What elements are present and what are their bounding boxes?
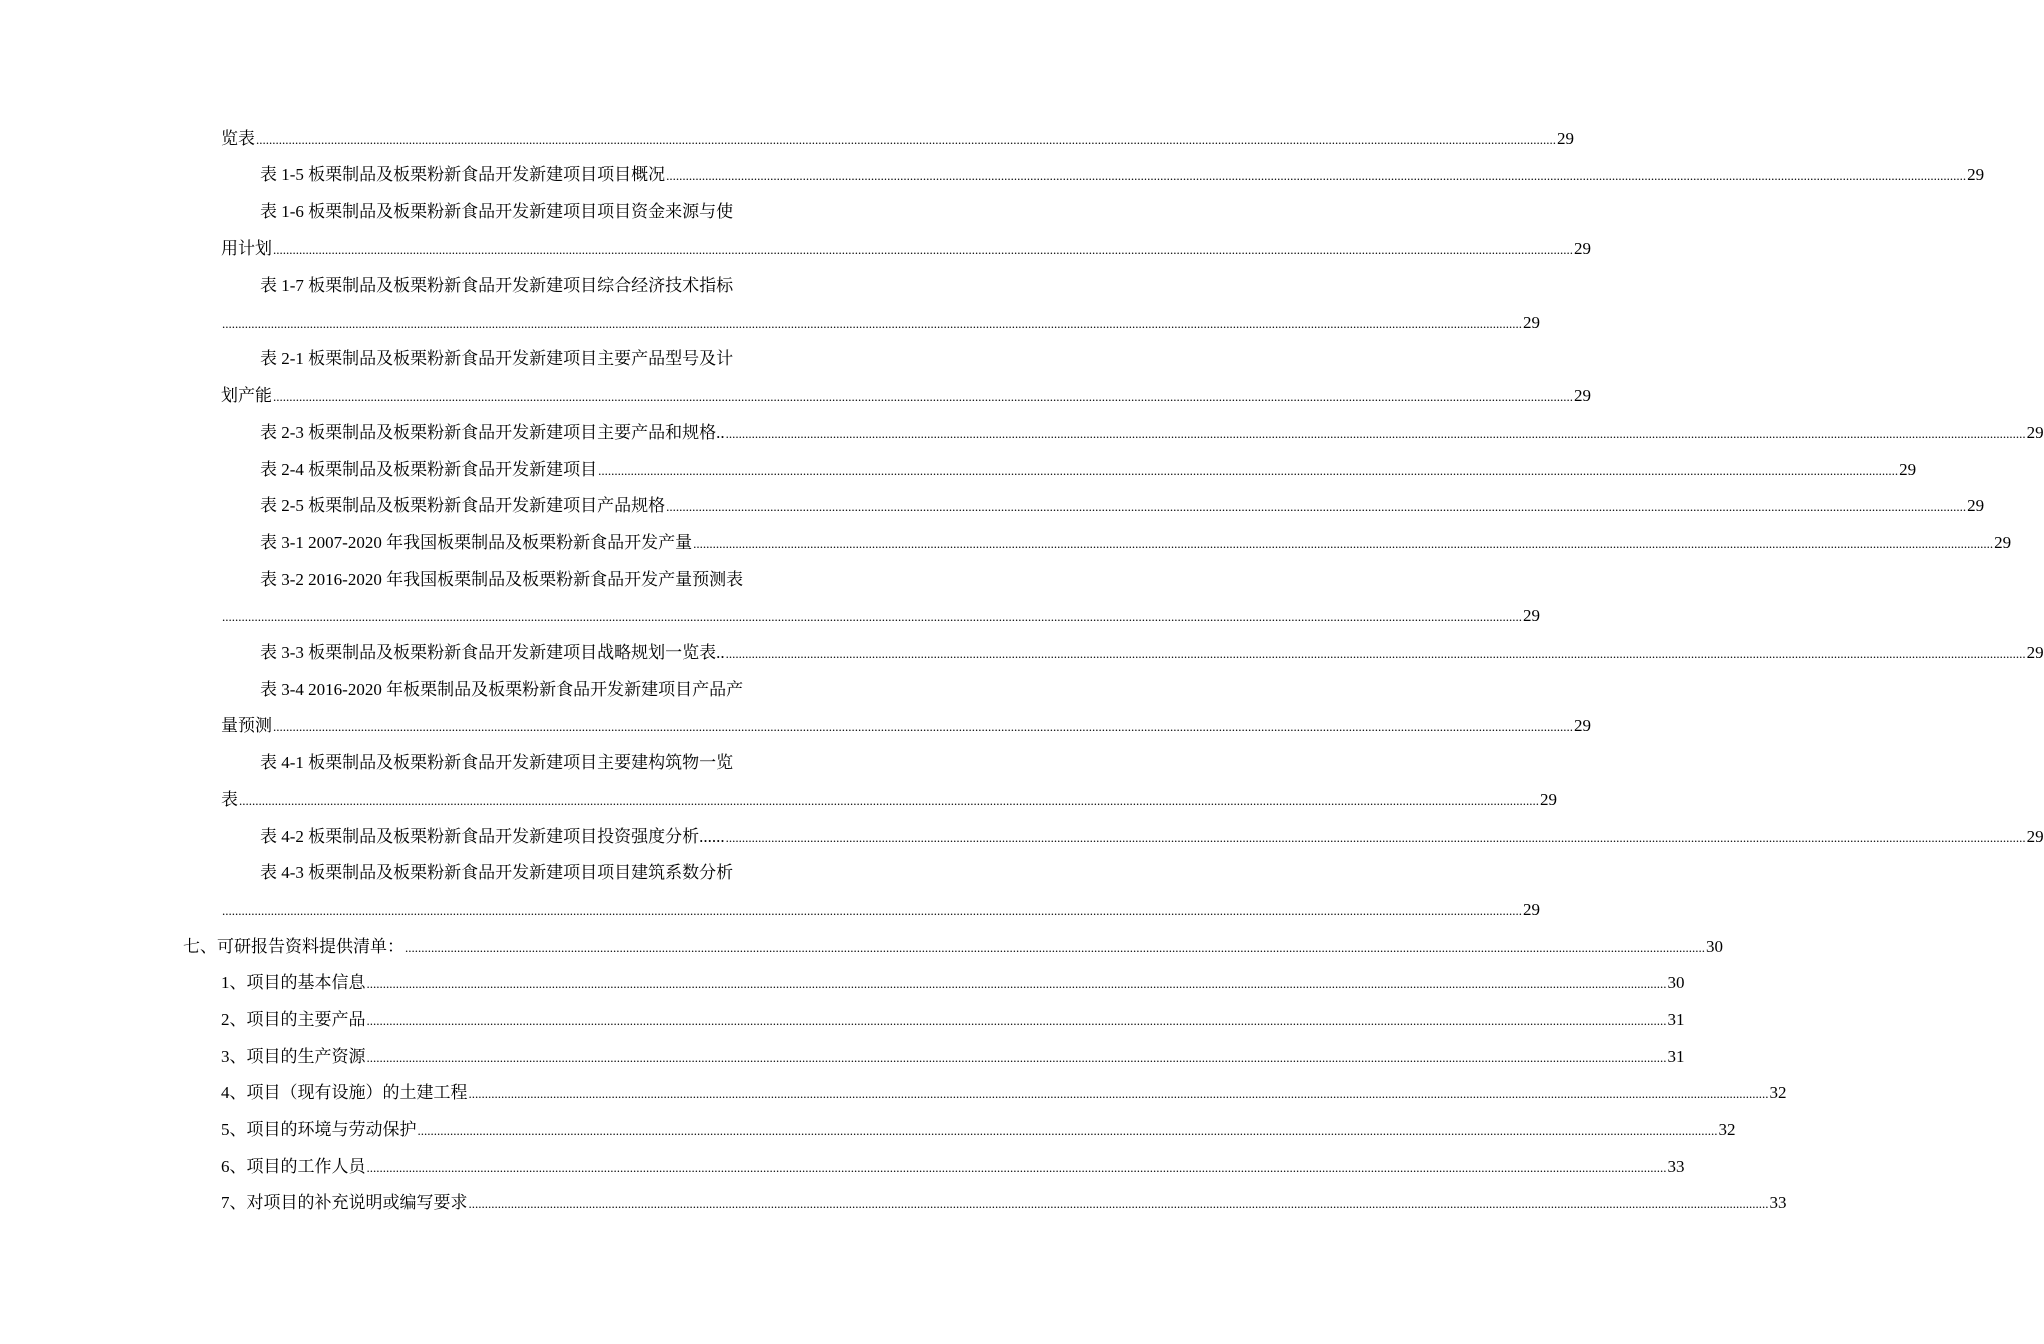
toc-entry [221,716,1591,736]
toc-entry-title: 1、项目的基本信息 [221,973,366,992]
toc-leader-dots: ................................................................................................................................................................................................................................................................................................................................................................................................................ [239,793,1539,808]
toc-entry-title: 4、项目（现有设施）的土建工程 [221,1083,468,1102]
toc-entry [260,643,2044,663]
toc-leader-dots: ................................................................................................................................................................................................................................................................................................................................................................................................................ [273,389,1573,404]
toc-entry [260,165,1985,185]
toc-leader-dots: ................................................................................................................................................................................................................................................................................................................................................................................................................ [405,940,1705,955]
toc-entry [183,937,1723,957]
toc-entry [260,753,806,773]
toc-entry-title: 表 1-7 板栗制品及板栗粉新食品开发新建项目综合经济技术指标 [260,276,734,295]
toc-leader-dots: ................................................................................................................................................................................................................................................................................................................................................................................................................ [366,1160,1667,1175]
toc-entry-title: 量预测 [221,716,272,735]
toc-page-number: 31 [1667,1047,1685,1066]
toc-entry [221,1083,1787,1103]
toc-leader-dots: ................................................................................................................................................................................................................................................................................................................................................................................................................ [222,609,1522,624]
toc-page-number: 29 [1523,313,1540,332]
toc-page-number: 30 [1667,973,1685,992]
toc-entry [260,423,2044,443]
toc-entry [221,1010,1685,1030]
toc-entry-title: 用计划 [221,239,272,258]
toc-leader-dots: ................................................................................................................................................................................................................................................................................................................................................................................................................ [666,168,1967,183]
toc-page-number: 29 [1540,790,1557,809]
toc-entry [260,863,806,883]
toc-leader-dots: ................................................................................................................................................................................................................................................................................................................................................................................................................ [366,976,1667,991]
toc-page-number: 32 [1769,1083,1787,1102]
toc-entry-title: 5、项目的环境与劳动保护 [221,1120,417,1139]
toc-leader-dots: ................................................................................................................................................................................................................................................................................................................................................................................................................ [273,242,1573,257]
toc-entry [221,129,1574,149]
toc-entry-title: 3、项目的生产资源 [221,1047,366,1066]
toc-entry-title: 表 2-4 板栗制品及板栗粉新食品开发新建项目 [260,460,598,479]
toc-entry-title: 表 2-1 板栗制品及板栗粉新食品开发新建项目主要产品型号及计 [260,349,734,368]
toc-entry [260,570,806,590]
toc-entry [221,973,1685,993]
toc-entry-title: 表 3-4 2016-2020 年板栗制品及板栗粉新食品开发新建项目产品产 [260,680,744,699]
toc-entry-title: 划产能 [221,386,272,405]
toc-entry [260,827,2044,847]
toc-leader-dots: ................................................................................................................................................................................................................................................................................................................................................................................................................ [725,646,2026,661]
toc-page-number: 29 [1574,239,1591,258]
toc-leader-dots: ................................................................................................................................................................................................................................................................................................................................................................................................................ [256,132,1556,147]
toc-leader-dots: ................................................................................................................................................................................................................................................................................................................................................................................................................ [725,426,2026,441]
toc-entry [260,533,2012,553]
toc-entry [221,1193,1787,1213]
toc-entry-title: 七、可研报告资料提供清单： [183,937,404,956]
toc-entry-title: 表 3-3 板栗制品及板栗粉新食品开发新建项目战略规划一览表.. [260,643,725,662]
toc-entry [260,349,806,369]
toc-page-number: 33 [1769,1193,1787,1212]
toc-page-number: 30 [1706,937,1723,956]
toc-entry [221,1047,1685,1067]
toc-entry-title: 表 3-1 2007-2020 年我国板栗制品及板栗粉新食品开发产量 [260,533,693,552]
toc-leader-dots: ................................................................................................................................................................................................................................................................................................................................................................................................................ [273,719,1573,734]
toc-entry [221,790,1557,810]
toc-entry [260,496,1985,516]
toc-leader-dots: ................................................................................................................................................................................................................................................................................................................................................................................................................ [366,1013,1667,1028]
toc-page-number: 29 [2026,643,2044,662]
toc-page-number: 29 [1574,386,1591,405]
toc-entry-title: 览表 [221,129,255,148]
toc-leader-dots: ................................................................................................................................................................................................................................................................................................................................................................................................................ [222,903,1522,918]
toc-page-number: 29 [1523,606,1540,625]
toc-entry-title: 6、项目的工作人员 [221,1157,366,1176]
toc-page-number: 31 [1667,1010,1685,1029]
toc-leader-dots: ................................................................................................................................................................................................................................................................................................................................................................................................................ [598,463,1899,478]
toc-leader-dots: ................................................................................................................................................................................................................................................................................................................................................................................................................ [366,1050,1667,1065]
toc-page-number: 29 [1523,900,1540,919]
toc-entry [221,900,1540,920]
toc-entry [221,606,1540,626]
toc-entry [221,1120,1736,1140]
toc-page-number: 29 [1967,496,1985,515]
toc-entry-title: 表 [221,790,238,809]
toc-entry-title: 表 4-1 板栗制品及板栗粉新食品开发新建项目主要建构筑物一览 [260,753,734,772]
toc-entry [260,202,806,222]
toc-leader-dots: ................................................................................................................................................................................................................................................................................................................................................................................................................ [468,1086,1769,1101]
toc-entry-title: 表 1-5 板栗制品及板栗粉新食品开发新建项目项目概况 [260,165,666,184]
toc-entry [260,276,806,296]
toc-entry-title: 表 3-2 2016-2020 年我国板栗制品及板栗粉新食品开发产量预测表 [260,570,744,589]
toc-entry [260,680,806,700]
toc-entry [221,1157,1685,1177]
toc-entry-title: 2、项目的主要产品 [221,1010,366,1029]
toc-leader-dots: ................................................................................................................................................................................................................................................................................................................................................................................................................ [417,1123,1718,1138]
toc-entry-title: 表 1-6 板栗制品及板栗粉新食品开发新建项目项目资金来源与使 [260,202,734,221]
toc-page-number: 29 [1557,129,1574,148]
toc-entry-title: 表 4-3 板栗制品及板栗粉新食品开发新建项目项目建筑系数分析 [260,863,734,882]
toc-page-number: 33 [1667,1157,1685,1176]
toc-entry [221,313,1540,333]
toc-entry [221,239,1591,259]
toc-entry-title: 7、对项目的补充说明或编写要求 [221,1193,468,1212]
toc-leader-dots: ................................................................................................................................................................................................................................................................................................................................................................................................................ [693,536,1994,551]
toc-entry [260,460,1917,480]
toc-leader-dots: ................................................................................................................................................................................................................................................................................................................................................................................................................ [468,1196,1769,1211]
toc-page-number: 32 [1718,1120,1736,1139]
toc-leader-dots: ................................................................................................................................................................................................................................................................................................................................................................................................................ [666,499,1967,514]
toc-entry-title: 表 2-5 板栗制品及板栗粉新食品开发新建项目产品规格 [260,496,666,515]
toc-leader-dots: ................................................................................................................................................................................................................................................................................................................................................................................................................ [725,830,2026,845]
toc-page-number: 29 [1574,716,1591,735]
toc-leader-dots: ................................................................................................................................................................................................................................................................................................................................................................................................................ [222,316,1522,331]
toc-entry-title: 表 2-3 板栗制品及板栗粉新食品开发新建项目主要产品和规格.. [260,423,725,442]
toc-entry [221,386,1591,406]
toc-page-number: 29 [1899,460,1917,479]
toc-page-number: 29 [1994,533,2012,552]
toc-page-number: 29 [2026,827,2044,846]
toc-page-number: 29 [2026,423,2044,442]
toc-entry-title: 表 4-2 板栗制品及板栗粉新食品开发新建项目投资强度分析...... [260,827,725,846]
toc-page-number: 29 [1967,165,1985,184]
